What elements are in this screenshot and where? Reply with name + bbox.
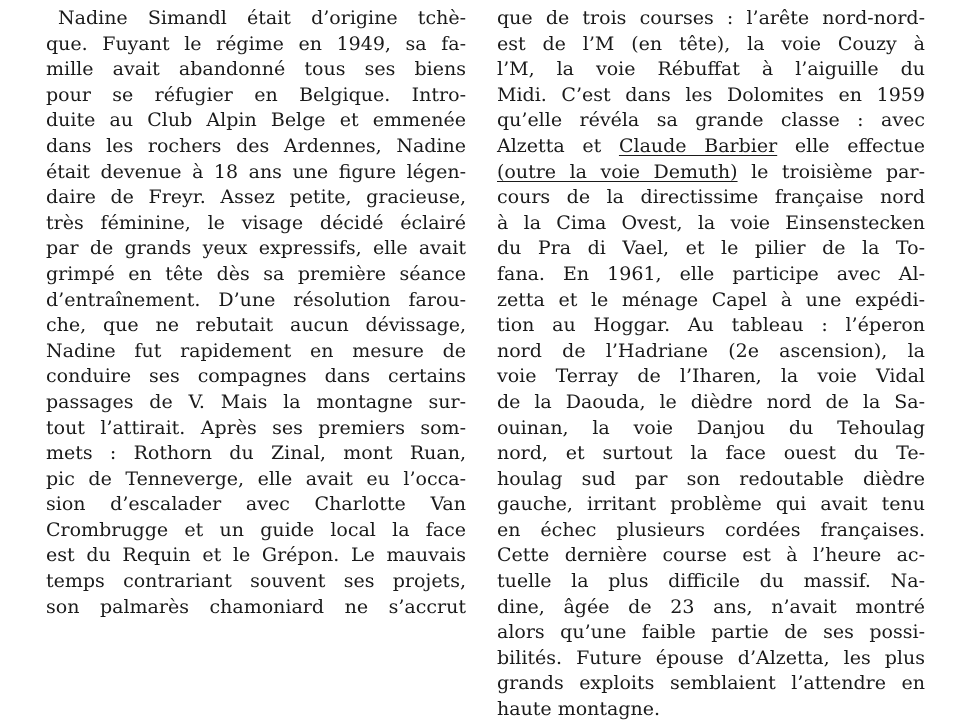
text-line: duite au Club Alpin Belge et emmenée bbox=[46, 109, 466, 132]
right-text-column bbox=[497, 6, 925, 723]
text-line: conduire ses compagnes dans certains bbox=[46, 365, 466, 388]
text-line: son palmarès chamoniard ne s’accrut bbox=[46, 595, 466, 618]
text-line: est du Requin et le Grépon. Le mauvais bbox=[46, 544, 466, 567]
text-line: Midi. C’est dans les Dolomites en 1959 bbox=[497, 83, 925, 106]
text-line: d’entraînement. D’une résolution farou- bbox=[46, 288, 466, 311]
text-line: zetta et le ménage Capel à une expédi- bbox=[497, 288, 925, 311]
text-line: mille avait abandonné tous ses biens bbox=[46, 58, 466, 81]
underlined-phrase: Claude Barbier bbox=[618, 134, 778, 157]
text-line: ouinan, la voie Danjou du Tehoulag bbox=[497, 416, 925, 439]
text-line: était devenue à 18 ans une figure légen- bbox=[46, 160, 466, 183]
text-line: Alzetta et Claude Barbier elle effectue bbox=[497, 134, 925, 157]
text-line: tion au Hoggar. Au tableau : l’éperon bbox=[497, 314, 925, 337]
text-line: alors qu’une faible partie de ses possi- bbox=[497, 621, 925, 644]
text-line: Nadine Simandl était d’origine tchè- bbox=[58, 7, 466, 29]
text-line: de la Daouda, le dièdre nord de la Sa- bbox=[497, 390, 925, 413]
text-line: nord de l’Hadriane (2e ascension), la bbox=[497, 339, 925, 362]
left-text-column bbox=[46, 6, 466, 620]
text-line: houlag sud par son redoutable dièdre bbox=[497, 467, 925, 490]
text-line: voie Terray de l’Iharen, la voie Vidal bbox=[497, 365, 925, 388]
text-line: en échec plusieurs cordées françaises. bbox=[497, 518, 925, 541]
text-line: dans les rochers des Ardennes, Nadine bbox=[46, 134, 466, 157]
text-line: Nadine fut rapidement en mesure de bbox=[46, 339, 466, 362]
text-line: pour se réfugier en Belgique. Intro- bbox=[46, 83, 466, 106]
text-line: sion d’escalader avec Charlotte Van bbox=[46, 493, 466, 516]
text-line: mets : Rothorn du Zinal, mont Ruan, bbox=[46, 442, 466, 465]
text-line: passages de V. Mais la montagne sur- bbox=[46, 390, 466, 413]
text-line: nord, et surtout la face ouest du Te- bbox=[497, 442, 925, 465]
text-line: haute montagne. bbox=[497, 698, 661, 721]
text-line: bilités. Future épouse d’Alzetta, les plus bbox=[497, 646, 925, 669]
text-line: tuelle la plus difficile du massif. Na- bbox=[497, 570, 925, 593]
text-line: grands exploits semblaient l’attendre en bbox=[497, 672, 925, 695]
text-line: à la Cima Ovest, la voie Einsenstecken bbox=[497, 211, 925, 234]
text-line: temps contrariant souvent ses projets, bbox=[46, 570, 466, 593]
text-line: fana. En 1961, elle participe avec Al- bbox=[497, 262, 925, 285]
text-line: dine, âgée de 23 ans, n’avait montré bbox=[497, 595, 925, 618]
text-line: (outre la voie Demuth) le troisième par- bbox=[497, 160, 925, 183]
text-line: l’M, la voie Rébuffat à l’aiguille du bbox=[497, 58, 925, 81]
text-line: pic de Tenneverge, elle avait eu l’occa- bbox=[46, 467, 466, 490]
text-line: che, que ne rebutait aucun dévissage, bbox=[46, 314, 466, 337]
text-line: gauche, irritant problème qui avait tenu bbox=[497, 493, 925, 516]
text-line: qu’elle révéla sa grande classe : avec bbox=[497, 109, 925, 132]
text-line: tout l’attirait. Après ses premiers som- bbox=[46, 416, 466, 439]
text-line: que de trois courses : l’arête nord-nord- bbox=[497, 7, 925, 29]
text-line: que. Fuyant le régime en 1949, sa fa- bbox=[46, 32, 466, 55]
text-line: par de grands yeux expressifs, elle avait bbox=[46, 237, 466, 260]
text-line: Cette dernière course est à l’heure ac- bbox=[497, 544, 925, 567]
text-line: du Pra di Vael, et le pilier de la To- bbox=[497, 237, 925, 260]
text-line: grimpé en tête dès sa première séance bbox=[46, 262, 466, 285]
text-line: est de l’M (en tête), la voie Couzy à bbox=[497, 32, 925, 55]
text-line: cours de la directissime française nord bbox=[497, 186, 925, 209]
text-line: daire de Freyr. Assez petite, gracieuse, bbox=[46, 186, 466, 209]
text-line: très féminine, le visage décidé éclairé bbox=[46, 211, 466, 234]
text-line: Crombrugge et un guide local la face bbox=[46, 518, 466, 541]
underlined-phrase: (outre la voie Demuth) bbox=[497, 160, 738, 183]
